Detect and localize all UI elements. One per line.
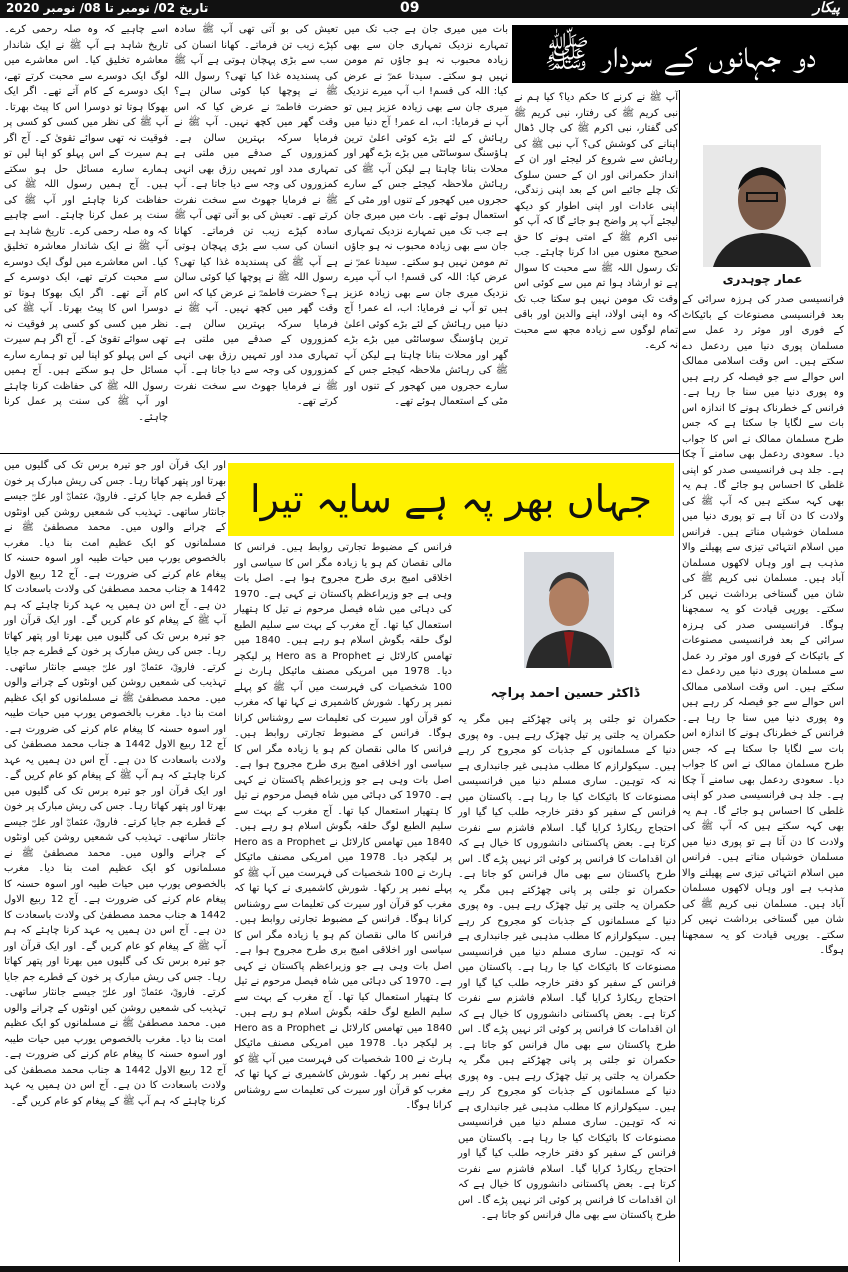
- article1-headline: دو جہانوں کے سردار ﷺ: [512, 25, 848, 83]
- article2-col-2: [234, 540, 452, 1262]
- article-text: تعیش کی بو آتی تھی آپ ﷺ سادہ کپڑے زیب تن فرماتے۔ کھانا انسان کی سب سے بڑی پہچان ہوتی ہے آپ ﷺ کی پسندیدہ غذا کیا تھی؟ رسول اللہ ﷺ نے پوچھا کیا کوئی سالن ہے؟ حضرت فاطمہؓ نے عرض کیا کہ اس وقت گھر میں کچھ نہیں۔ آپ ﷺ نے فرمایا سرکہ بہترین سالن ہے۔ کمزوروں کے صدقے میں ملتی ہے تمہاری مدد اور تمہیں رزق بھی انہی کمزوروں کی وجہ سے دیا جاتا ہے۔ آپ ﷺ نے فرمایا جھوٹ سے سخت نفرت کرتے تھے۔ تعیش کی بو آتی تھی آپ ﷺ سادہ کپڑے زیب تن فرماتے۔ کھانا انسان کی سب سے بڑی پہچان ہوتی ہے آپ ﷺ کی پسندیدہ غذا کیا تھی؟ رسول اللہ ﷺ نے پوچھا کیا کوئی سالن ہے؟ حضرت فاطمہؓ نے عرض کیا کہ اس وقت گھر میں کچھ نہیں۔ آپ ﷺ نے فرمایا سرکہ بہترین سالن ہے۔ کمزوروں کے صدقے میں ملتی ہے تمہاری مدد اور تمہیں رزق بھی انہی کمزوروں کی وجہ سے دیا جاتا ہے۔ آپ ﷺ نے فرمایا جھوٹ سے سخت نفرت کرتے تھے۔: [174, 24, 338, 407]
- article1-col-2: [344, 22, 508, 448]
- newspaper-logo: پیکار: [813, 0, 840, 16]
- article-text: اسے چاہیے کہ وہ صلہ رحمی کرے۔ تاریخ شاہد ہے آپ ﷺ نے ایک شاندار معاشرہ تخلیق کیا۔ اس معاشرے میں لوگ ایک دوسرے سے محبت کرتے تھے، ایک دوسرے کے کام آتے تھے۔ اگر ایک بھوکا ہوتا تو دوسرا اس کا پیٹ بھرتا۔ آپ ﷺ کی نظر میں کسی کو کسی پر فوقیت نہ تھی سوائے تقویٰ کے۔ آج اگر ہم سیرت کے اس پہلو کو اپنا لیں تو ہمارے سارے مسائل حل ہو سکتے ہیں۔ آج ہمیں رسول اللہ ﷺ کی حفاظت کرنا چاہئے اور آپ ﷺ کی سنت پر عمل کرنا چاہئے۔ اسے چاہیے کہ وہ صلہ رحمی کرے۔ تاریخ شاہد ہے آپ ﷺ نے ایک شاندار معاشرہ تخلیق کیا۔ اس معاشرے میں لوگ ایک دوسرے سے محبت کرتے تھے، ایک دوسرے کے کام آتے تھے۔ اگر ایک بھوکا ہوتا تو دوسرا اس کا پیٹ بھرتا۔ آپ ﷺ کی نظر میں کسی کو کسی پر فوقیت نہ تھی سوائے تقویٰ کے۔ آج اگر ہم سیرت کے اس پہلو کو اپنا لیں تو ہمارے سارے مسائل حل ہو سکتے ہیں۔ آج ہمیں رسول اللہ ﷺ کی حفاظت کرنا چاہئے اور آپ ﷺ کی سنت پر عمل کرنا چاہئے۔: [4, 24, 168, 423]
- article-text: بات میں میری جان ہے جب تک میں تمہارے نزدیک تمہاری جان سے بھی زیادہ محبوب نہ ہو جاؤں تم مومن نہیں ہو سکتے۔ سیدنا عمرؓ نے عرض کیا: اللہ کی قسم! اب آپ میرے نزدیک میری جان سے بھی زیادہ عزیز ہیں تو آپ نے فرمایا: اب، اے عمر! آج دنیا میں رہائش کے لئے بڑے کوئی اعلیٰ ترین ہاؤسنگ سوسائٹی میں بڑے بڑے گھر اور محلات بنانا چاہتا ہے لیکن آپ ﷺ کی رہائش ملاحظہ کیجئے جس کے سارے حجروں میں کھجور کے تنوں اور مٹی کے استعمال ہوئے تھے۔ بات میں میری جان ہے جب تک میں تمہارے نزدیک تمہاری جان سے بھی زیادہ محبوب نہ ہو جاؤں تم مومن نہیں ہو سکتے۔ سیدنا عمرؓ نے عرض کیا: اللہ کی قسم! اب آپ میرے نزدیک میری جان سے بھی زیادہ عزیز ہیں تو آپ نے فرمایا: اب، اے عمر! آج دنیا میں رہائش کے لئے بڑے کوئی اعلیٰ ترین ہاؤسنگ سوسائٹی میں بڑے بڑے گھر اور محلات بنانا چاہتا ہے لیکن آپ ﷺ کی رہائش ملاحظہ کیجئے جس کے سارے حجروں میں کھجور کے تنوں اور مٹی کے استعمال ہوئے تھے۔: [344, 24, 508, 407]
- article-text: فرانسیسی صدر کی ہرزہ سرائی کے بعد فرانسیسی مصنوعات کے بائیکاٹ کے فوری اور موثر رد عمل سے مسلمان پوری دنیا میں ردعمل دے سکتے ہیں۔ اس وقت اسلامی ممالک اس حوالے سے جو فیصلہ کر رہے ہیں وہ پوری دنیا میں سنا جا رہا ہے۔ فرانس کے خطرناک ہونے کا اندازہ اس بات سے لگایا جا سکتا ہے کہ جس طرح مسلمان ممالک نے اس کا جواب دیا۔ سعودی ردعمل بھی سامنے آ چکا ہے۔ جلد ہی فرانسیسی صدر کو اپنی غلطی کا احساس ہو جائے گا۔ ہم یہ بھی کہہ سکتے ہیں کہ آپ ﷺ کی ولادت کا دن آتا ہے تو پوری دنیا میں مسلمان خوشیاں مناتے ہیں۔ فرانس میں اسلام انتہائی تیزی سے پھیلنے والا مذہب ہے اور وہاں لاکھوں مسلمان آباد ہیں۔ مسلمان نبی کریم ﷺ کی شان میں گستاخی برداشت نہیں کر سکتے۔ یورپی قیادت کو یہ سمجھنا ہوگا۔ فرانسیسی صدر کی ہرزہ سرائی کے بعد فرانسیسی مصنوعات کے بائیکاٹ کے فوری اور موثر رد عمل سے مسلمان پوری دنیا میں ردعمل دے سکتے ہیں۔ اس وقت اسلامی ممالک اس حوالے سے جو فیصلہ کر رہے ہیں وہ پوری دنیا میں سنا جا رہا ہے۔ فرانس کے خطرناک ہونے کا اندازہ اس بات سے لگایا جا سکتا ہے کہ جس طرح مسلمان ممالک نے اس کا جواب دیا۔ سعودی ردعمل بھی سامنے آ چکا ہے۔ جلد ہی فرانسیسی صدر کو اپنی غلطی کا احساس ہو جائے گا۔ ہم یہ بھی کہہ سکتے ہیں کہ آپ ﷺ کی ولادت کا دن آتا ہے تو پوری دنیا میں مسلمان خوشیاں مناتے ہیں۔ فرانس میں اسلام انتہائی تیزی سے پھیلنے والا مذہب ہے اور وہاں لاکھوں مسلمان آباد ہیں۔ مسلمان نبی کریم ﷺ کی شان میں گستاخی برداشت نہیں کر سکتے۔ یورپی قیادت کو یہ سمجھنا ہوگا۔: [682, 294, 844, 956]
- divider: [679, 90, 680, 1262]
- page-footer-bar: [0, 1266, 848, 1272]
- article-text: فرانس کے مضبوط تجارتی روابط ہیں۔ فرانس کا مالی نقصان کم ہو یا زیادہ مگر اس کا سیاسی اور اخلاقی امیج بری طرح مجروح ہوا ہے۔ اصل بات وہی ہے جو وزیراعظم پاکستان نے کہی ہے۔ 1970 کی دہائی میں شاہ فیصل مرحوم نے تیل کا ہتھیار استعمال کیا تھا۔ آج مغرب کے بہت سے سلیم الطبع لوگ حلقہ بگوش اسلام ہو رہے ہیں۔ 1840 میں تھامس کارلائل نے Hero as a Prophet پر لیکچر دیا۔ 1978 میں امریکی مصنف مائیکل ہارٹ نے 100 شخصیات کی فہرست میں آپ ﷺ کو پہلے نمبر پر رکھا۔ شورش کاشمیری نے کہا تھا کہ مغرب کو قرآن اور سیرت کی تعلیمات سے روشناس کرانا ہوگا۔ فرانس کے مضبوط تجارتی روابط ہیں۔ فرانس کا مالی نقصان کم ہو یا زیادہ مگر اس کا سیاسی اور اخلاقی امیج بری طرح مجروح ہوا ہے۔ اصل بات وہی ہے جو وزیراعظم پاکستان نے کہی ہے۔ 1970 کی دہائی میں شاہ فیصل مرحوم نے تیل کا ہتھیار استعمال کیا تھا۔ آج مغرب کے بہت سے سلیم الطبع لوگ حلقہ بگوش اسلام ہو رہے ہیں۔ 1840 میں تھامس کارلائل نے Hero as a Prophet پر لیکچر دیا۔ 1978 میں امریکی مصنف مائیکل ہارٹ نے 100 شخصیات کی فہرست میں آپ ﷺ کو پہلے نمبر پر رکھا۔ شورش کاشمیری نے کہا تھا کہ مغرب کو قرآن اور سیرت کی تعلیمات سے روشناس کرانا ہوگا۔ فرانس کے مضبوط تجارتی روابط ہیں۔ فرانس کا مالی نقصان کم ہو یا زیادہ مگر اس کا سیاسی اور اخلاقی امیج بری طرح مجروح ہوا ہے۔ اصل بات وہی ہے جو وزیراعظم پاکستان نے کہی ہے۔ 1970 کی دہائی میں شاہ فیصل مرحوم نے تیل کا ہتھیار استعمال کیا تھا۔ آج مغرب کے بہت سے سلیم الطبع لوگ حلقہ بگوش اسلام ہو رہے ہیں۔ 1840 میں تھامس کارلائل نے Hero as a Prophet پر لیکچر دیا۔ 1978 میں امریکی مصنف مائیکل ہارٹ نے 100 شخصیات کی فہرست میں آپ ﷺ کو پہلے نمبر پر رکھا۔ شورش کاشمیری نے کہا تھا کہ مغرب کو قرآن اور سیرت کی تعلیمات سے روشناس کرانا ہوگا۔: [234, 542, 453, 1111]
- masthead-bar: [0, 0, 848, 18]
- article-text: آپ ﷺ نے کرنے کا حکم دیا؟ کیا ہم نے نبی کریم ﷺ کی رفتار، نبی کریم ﷺ کی گفتار، نبی اکرم ﷺ کی چال ڈھال اپنانے کی کوشش کی؟ آپ نبی ﷺ کی رہائش سے شروع کر لیجئے اور ان کے انداز حکمرانی اور ان کے حسن سلوک تک چلے جائیے اس کے بعد اپنی زندگی، اپنی عادات اور اپنی اطوار کو دیکھ لیجئے آپ پر واضح ہو جائے گا کہ آپ کو نبی اکرم ﷺ کے امتی ہونے کا حق صحیح معنوں میں ادا کرنا چاہئے۔ جب تک رسول اللہ ﷺ سے محبت کا سوال ہے تو ارشاد ہوا تم میں سے کوئی اس وقت تک مومن نہیں ہو سکتا جب تک کہ وہ اپنی اولاد، اپنے والدین اور باقی تمام لوگوں سے زیادہ مجھ سے محبت نہ کرے۔: [514, 92, 678, 351]
- article1-col-4: [4, 22, 168, 448]
- article-text: اور ایک قرآن اور جو تیرہ برس تک کی گلیوں میں بھرتا اور پتھر کھاتا رہا۔ جس کی ریش مبارک پر خون کے قطرے جم جایا کرتے۔ فاروقؓ، عثمانؓ اور علیؓ جیسے جانثار ساتھی۔ تہذیب کی شمعیں روشن کیں اونٹوں کے چرانے والوں میں۔ محمد مصطفیٰ ﷺ نے مسلمانوں کو ایک عظیم امت بنا دیا۔ مغرب بالخصوص یورپ میں حیات طیبہ اور اسوہ حسنہ کا پیغام عام کرنے کی ضرورت ہے۔ آج 12 ربیع الاول 1442 ھ جناب محمد مصطفیٰ کی ولادت باسعادت کا دن ہے۔ آج اس دن ہمیں یہ عہد کرنا چاہئے کہ ہم آپ ﷺ کے پیغام کو عام کریں گے۔ اور ایک قرآن اور جو تیرہ برس تک کی گلیوں میں بھرتا اور پتھر کھاتا رہا۔ جس کی ریش مبارک پر خون کے قطرے جم جایا کرتے۔ فاروقؓ، عثمانؓ اور علیؓ جیسے جانثار ساتھی۔ تہذیب کی شمعیں روشن کیں اونٹوں کے چرانے والوں میں۔ محمد مصطفیٰ ﷺ نے مسلمانوں کو ایک عظیم امت بنا دیا۔ مغرب بالخصوص یورپ میں حیات طیبہ اور اسوہ حسنہ کا پیغام عام کرنے کی ضرورت ہے۔ آج 12 ربیع الاول 1442 ھ جناب محمد مصطفیٰ کی ولادت باسعادت کا دن ہے۔ آج اس دن ہمیں یہ عہد کرنا چاہئے کہ ہم آپ ﷺ کے پیغام کو عام کریں گے۔ اور ایک قرآن اور جو تیرہ برس تک کی گلیوں میں بھرتا اور پتھر کھاتا رہا۔ جس کی ریش مبارک پر خون کے قطرے جم جایا کرتے۔ فاروقؓ، عثمانؓ اور علیؓ جیسے جانثار ساتھی۔ تہذیب کی شمعیں روشن کیں اونٹوں کے چرانے والوں میں۔ محمد مصطفیٰ ﷺ نے مسلمانوں کو ایک عظیم امت بنا دیا۔ مغرب بالخصوص یورپ میں حیات طیبہ اور اسوہ حسنہ کا پیغام عام کرنے کی ضرورت ہے۔ آج 12 ربیع الاول 1442 ھ جناب محمد مصطفیٰ کی ولادت باسعادت کا دن ہے۔ آج اس دن ہمیں یہ عہد کرنا چاہئے کہ ہم آپ ﷺ کے پیغام کو عام کریں گے۔ اور ایک قرآن اور جو تیرہ برس تک کی گلیوں میں بھرتا اور پتھر کھاتا رہا۔ جس کی ریش مبارک پر خون کے قطرے جم جایا کرتے۔ فاروقؓ، عثمانؓ اور علیؓ جیسے جانثار ساتھی۔ تہذیب کی شمعیں روشن کیں اونٹوں کے چرانے والوں میں۔ محمد مصطفیٰ ﷺ نے مسلمانوں کو ایک عظیم امت بنا دیا۔ مغرب بالخصوص یورپ میں حیات طیبہ اور اسوہ حسنہ کا پیغام عام کرنے کی ضرورت ہے۔ آج 12 ربیع الاول 1442 ھ جناب محمد مصطفیٰ کی ولادت باسعادت کا دن ہے۔ آج اس دن ہمیں یہ عہد کرنا چاہئے کہ ہم آپ ﷺ کے پیغام کو عام کریں گے۔: [4, 460, 226, 1107]
- article1-sidebar: [682, 292, 844, 1262]
- article2-byline: ڈاکٹر حسین احمد پراچہ: [490, 686, 640, 701]
- author-photo-hussain: [524, 552, 614, 668]
- article1-col-3: [174, 22, 338, 448]
- issue-date: تاریخ 02/ نومبر تا 08/ نومبر 2020: [6, 1, 209, 15]
- article1-byline: عمار چوہدری: [722, 272, 803, 286]
- article2-col-3: [4, 458, 226, 1262]
- article2-headline: جہاں بھر پہ ہے سایہ تیرا: [228, 463, 674, 536]
- article1-col-1: [514, 90, 678, 448]
- article2-col-1: [458, 712, 676, 1262]
- author-photo-ammar: [703, 145, 821, 267]
- article-text: حکمران تو جلتی پر پانی چھڑکتے ہیں مگر یہ حکمران یہ جلتی پر تیل چھڑک رہے ہیں۔ وہ پوری دنیا کے مسلمانوں کے جذبات کو مجروح کر رہے ہیں۔ سیکولرازم کا مطلب مذہبی غیر جانبداری ہے نہ کہ توہین۔ ساری مسلم دنیا میں فرانسیسی مصنوعات کا بائیکاٹ کیا جا رہا ہے۔ پاکستان میں فرانس کے سفیر کو دفتر خارجہ طلب کیا گیا اور احتجاج ریکارڈ کرایا گیا۔ اسلام فاشزم سے نفرت کرتا ہے۔ بعض پاکستانی دانشوروں کا خیال ہے کہ ان اقدامات کا فرانس پر کوئی اثر نہیں پڑے گا۔ اس طرح پاکستان سے بھی مال فرانس کو جاتا ہے۔ حکمران تو جلتی پر پانی چھڑکتے ہیں مگر یہ حکمران یہ جلتی پر تیل چھڑک رہے ہیں۔ وہ پوری دنیا کے مسلمانوں کے جذبات کو مجروح کر رہے ہیں۔ سیکولرازم کا مطلب مذہبی غیر جانبداری ہے نہ کہ توہین۔ ساری مسلم دنیا میں فرانسیسی مصنوعات کا بائیکاٹ کیا جا رہا ہے۔ پاکستان میں فرانس کے سفیر کو دفتر خارجہ طلب کیا گیا اور احتجاج ریکارڈ کرایا گیا۔ اسلام فاشزم سے نفرت کرتا ہے۔ بعض پاکستانی دانشوروں کا خیال ہے کہ ان اقدامات کا فرانس پر کوئی اثر نہیں پڑے گا۔ اس طرح پاکستان سے بھی مال فرانس کو جاتا ہے۔ حکمران تو جلتی پر پانی چھڑکتے ہیں مگر یہ حکمران یہ جلتی پر تیل چھڑک رہے ہیں۔ وہ پوری دنیا کے مسلمانوں کے جذبات کو مجروح کر رہے ہیں۔ سیکولرازم کا مطلب مذہبی غیر جانبداری ہے نہ کہ توہین۔ ساری مسلم دنیا میں فرانسیسی مصنوعات کا بائیکاٹ کیا جا رہا ہے۔ پاکستان میں فرانس کے سفیر کو دفتر خارجہ طلب کیا گیا اور احتجاج ریکارڈ کرایا گیا۔ اسلام فاشزم سے نفرت کرتا ہے۔ بعض پاکستانی دانشوروں کا خیال ہے کہ ان اقدامات کا فرانس پر کوئی اثر نہیں پڑے گا۔ اس طرح پاکستان سے بھی مال فرانس کو جاتا ہے۔: [458, 714, 676, 1221]
- divider: [0, 453, 680, 454]
- page-number: 09: [400, 0, 420, 16]
